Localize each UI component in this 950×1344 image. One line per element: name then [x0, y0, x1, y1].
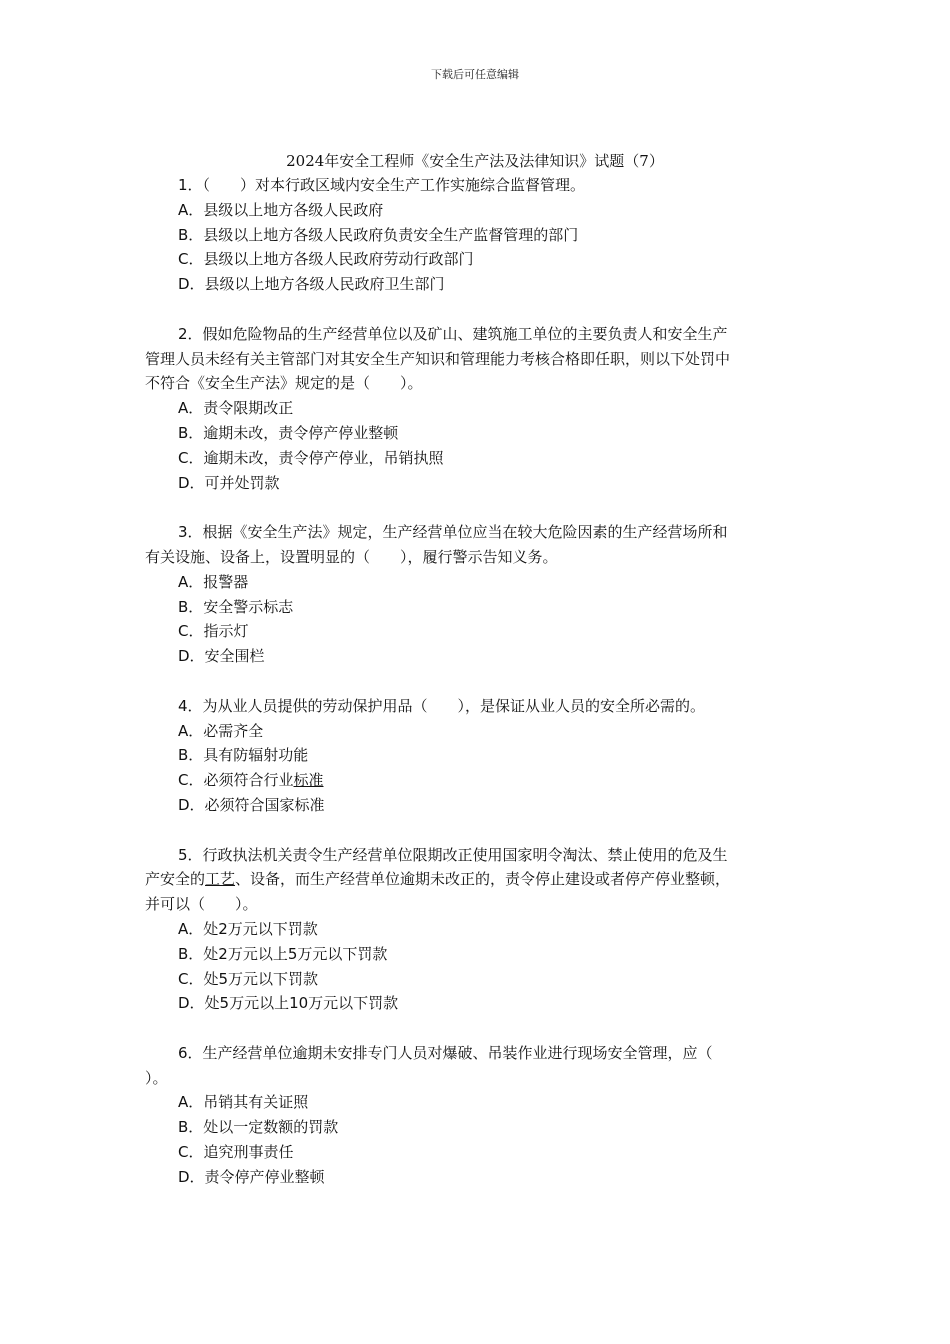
option-b: B．安全警示标志: [178, 597, 294, 616]
option-a: A．县级以上地方各级人民政府: [178, 200, 384, 219]
question-text: 2．假如危险物品的生产经营单位以及矿山、建筑施工单位的主要负责人和安全生产: [178, 324, 728, 343]
question-1: [145, 173, 805, 297]
option-c: C．县级以上地方各级人民政府劳动行政部门: [178, 250, 474, 269]
option-d: D．必须符合国家标准: [178, 795, 325, 814]
option-c: C．必须符合行业标准: [178, 771, 324, 790]
question-text: 5．行政执法机关责令生产经营单位限期改正使用国家明令淘汰、禁止使用的危及生: [178, 845, 728, 864]
question-3: [145, 520, 805, 669]
option-d: D．安全围栏: [178, 647, 265, 666]
question-text: 6．生产经营单位逾期未安排专门人员对爆破、吊装作业进行现场安全管理，应（: [178, 1043, 713, 1062]
option-d: D．处5万元以上10万元以下罚款: [178, 994, 399, 1013]
option-a: A．吊销其有关证照: [178, 1093, 309, 1112]
option-d: D．可并处罚款: [178, 473, 280, 492]
option-b: B．处2万元以上5万元以下罚款: [178, 944, 388, 963]
question-5: [145, 843, 805, 1017]
question-6: [145, 1041, 805, 1190]
option-d: D．责令停产停业整顿: [178, 1167, 325, 1186]
question-text: 产安全的工艺、设备，而生产经营单位逾期未改正的，责令停止建设或者停产停业整顿，: [145, 870, 731, 889]
question-4: [145, 694, 805, 818]
option-a: A．责令限期改正: [178, 399, 294, 418]
document-title: 2024年安全工程师《安全生产法及法律知识》试题（7）: [286, 152, 664, 170]
question-text: 有关设施、设备上，设置明显的（ ），履行警示告知义务。: [145, 547, 558, 566]
question-text: ）。: [145, 1068, 168, 1087]
question-list: [145, 173, 805, 1190]
option-b: B．处以一定数额的罚款: [178, 1118, 339, 1137]
option-b: B．逾期未改，责令停产停业整顿: [178, 423, 399, 442]
question-text: 管理人员未经有关主管部门对其安全生产知识和管理能力考核合格即任职，则以下处罚中: [145, 349, 731, 368]
option-c: C．追究刑事责任: [178, 1143, 294, 1162]
question-2: [145, 322, 805, 496]
option-b: B．县级以上地方各级人民政府负责安全生产监督管理的部门: [178, 225, 579, 244]
option-b: B．具有防辐射功能: [178, 746, 309, 765]
option-d: D．县级以上地方各级人民政府卫生部门: [178, 275, 445, 294]
question-text: 4．为从业人员提供的劳动保护用品（ ），是保证从业人员的安全所必需的。: [178, 696, 706, 715]
option-c: C．逾期未改，责令停产停业，吊销执照: [178, 448, 444, 467]
option-c: C．处5万元以下罚款: [178, 969, 319, 988]
page-header: 下载后可任意编辑: [431, 68, 519, 81]
question-text: 3．根据《安全生产法》规定，生产经营单位应当在较大危险因素的生产经营场所和: [178, 523, 728, 542]
option-a: A．必需齐全: [178, 721, 264, 740]
question-text: 并可以（ ）。: [145, 895, 258, 914]
option-c: C．指示灯: [178, 622, 249, 641]
option-a: A．处2万元以下罚款: [178, 919, 318, 938]
option-a: A．报警器: [178, 572, 249, 591]
question-text: 不符合《安全生产法》规定的是（ ）。: [145, 374, 423, 393]
question-text: 1．（ ）对本行政区域内安全生产工作实施综合监督管理。: [178, 176, 586, 194]
